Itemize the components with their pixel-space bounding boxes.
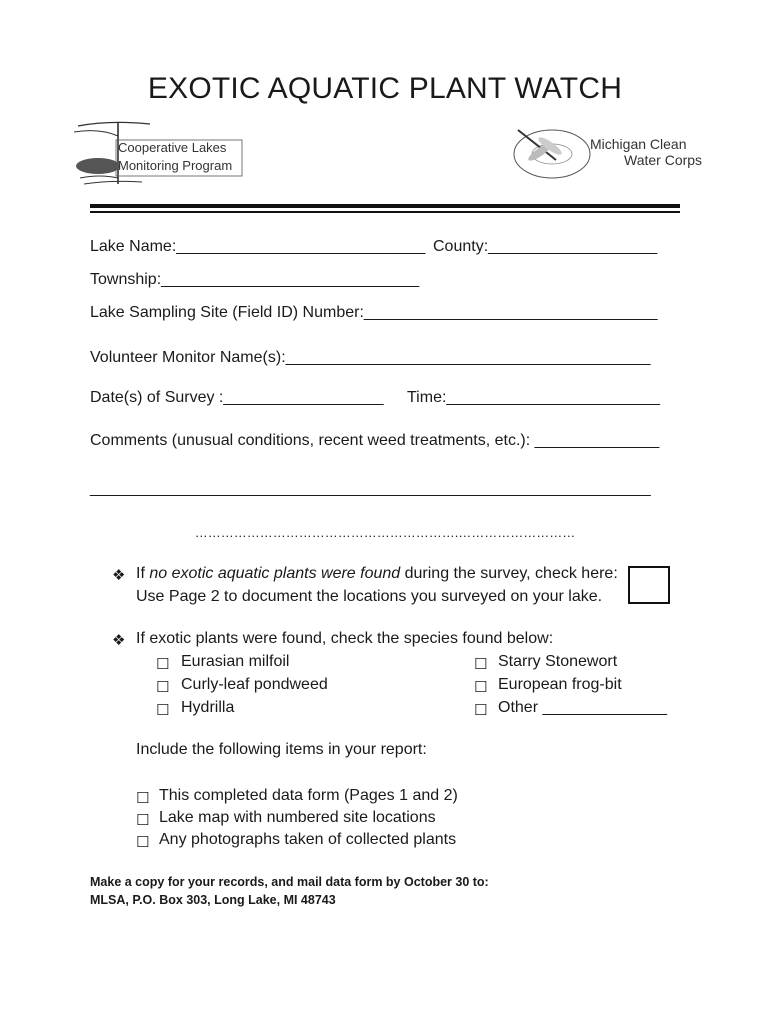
clmp-logo-line1: Cooperative Lakes [118, 140, 227, 155]
township-field[interactable]: Township:_____________________________ [90, 271, 420, 288]
footer-instructions: Make a copy for your records, and mail data form by October 30 to: [90, 875, 489, 889]
lake-name-field[interactable]: Lake Name:____________________________ [90, 238, 426, 255]
report-item: Any photographs taken of collected plants [159, 831, 457, 848]
header-rule-thick [90, 204, 680, 208]
volunteer-field[interactable]: Volunteer Monitor Name(s):_________________________________________ [90, 349, 651, 366]
mcwc-logo [512, 126, 712, 191]
comments-field[interactable]: Comments (unusual conditions, recent weed treatments, etc.): ______________ [90, 432, 660, 449]
checkbox-european-frog-bit[interactable]: ☐ [474, 679, 488, 696]
checkbox-data-form[interactable]: ☐ [136, 790, 150, 807]
species-label: Starry Stonewort [498, 653, 618, 670]
no-plants-prefix: If [136, 565, 150, 582]
species-label: Curly-leaf pondweed [181, 676, 328, 693]
footer-address: MLSA, P.O. Box 303, Long Lake, MI 48743 [90, 893, 336, 907]
clmp-logo [70, 118, 250, 198]
checkbox-lake-map[interactable]: ☐ [136, 812, 150, 829]
no-plants-text [136, 565, 618, 583]
comments-line[interactable]: _______________________________________________________________ [90, 480, 651, 497]
checkbox-photographs[interactable]: ☐ [136, 834, 150, 851]
report-intro: Include the following items in your report: [136, 741, 427, 758]
diamond-bullet-icon: ❖ [112, 632, 126, 649]
plants-found-intro: If exotic plants were found, check the species found below: [136, 630, 554, 647]
checkbox-starry-stonewort[interactable]: ☐ [474, 656, 488, 673]
species-label: European frog-bit [498, 676, 622, 693]
clmp-logo-graphic [70, 118, 250, 193]
site-number-field[interactable]: Lake Sampling Site (Field ID) Number:_________________________________ [90, 304, 658, 321]
time-field[interactable]: Time:________________________ [407, 389, 660, 406]
dotted-separator: …………………………………………………….……………………… [194, 525, 576, 540]
checkbox-hydrilla[interactable]: ☐ [156, 702, 170, 719]
page-title: EXOTIC AQUATIC PLANT WATCH [147, 72, 623, 105]
county-field[interactable]: County:___________________ [433, 238, 658, 255]
report-item: Lake map with numbered site locations [159, 809, 436, 826]
checkbox-curly-leaf-pondweed[interactable]: ☐ [156, 679, 170, 696]
survey-date-field[interactable]: Date(s) of Survey :__________________ [90, 389, 384, 406]
diamond-bullet-icon: ❖ [112, 567, 126, 584]
species-label[interactable]: Other ______________ [498, 699, 668, 716]
species-label: Hydrilla [181, 699, 235, 716]
no-plants-suffix: during the survey, check here: [400, 565, 618, 582]
no-plants-checkbox[interactable] [628, 566, 670, 604]
no-plants-italic: no exotic aquatic plants were found [149, 565, 401, 582]
mcwc-logo-line1: Michigan Clean [590, 136, 687, 152]
checkbox-eurasian-milfoil[interactable]: ☐ [156, 656, 170, 673]
mcwc-logo-line2: Water Corps [624, 152, 703, 168]
report-item: This completed data form (Pages 1 and 2) [159, 787, 458, 804]
no-plants-line2: Use Page 2 to document the locations you surveyed on your lake. [136, 588, 603, 605]
clmp-logo-line2: Monitoring Program [118, 158, 233, 173]
checkbox-other[interactable]: ☐ [474, 702, 488, 719]
header-rule-thin [90, 211, 680, 213]
species-label: Eurasian milfoil [181, 653, 290, 670]
